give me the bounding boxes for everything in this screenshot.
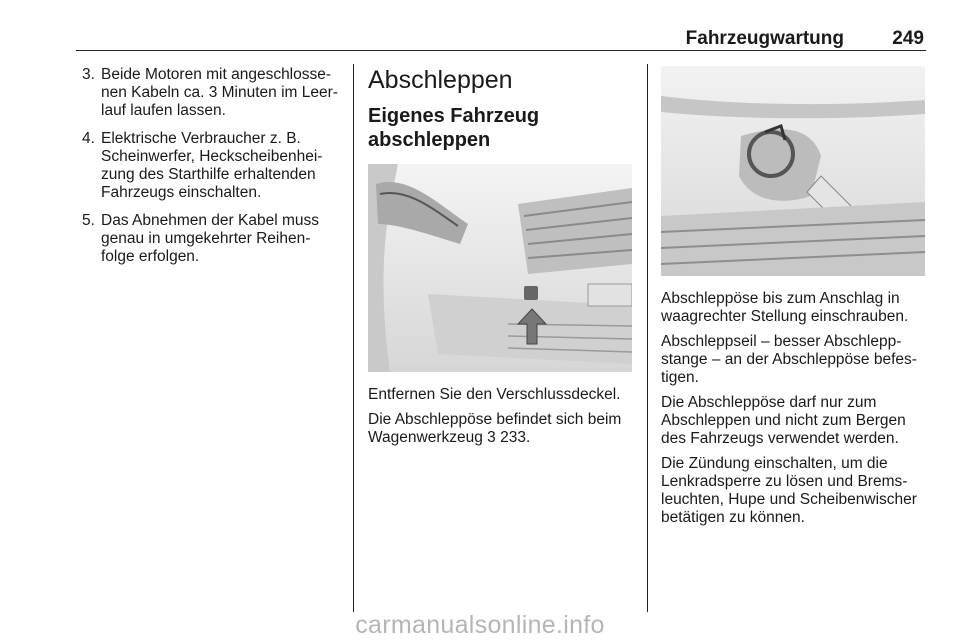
paragraph: Die Abschleppöse darf nur zum Abschleppen und nicht zum Bergen des Fahrzeugs verwendet werden. [661,394,906,447]
step-text: Elektrische Verbraucher z. B. Scheinwerfer, Heckscheibenhei-zung des Starthilfe erhaltenden Fahrzeugs einschalten. [101,130,323,201]
page-header [76,28,924,50]
list-item [78,130,342,202]
section-title: Fahrzeugwartung [685,28,844,49]
towing-eye-illustration [661,66,925,276]
paragraph: Die Abschleppöse befindet sich beim Wagenwerkzeug 3 233. [368,411,622,446]
paragraph: Entfernen Sie den Verschlussdeckel. [368,386,621,403]
left-column [78,66,342,276]
list-item [78,212,342,266]
subsection-heading: Eigenes Fahrzeug abschleppen [368,105,540,151]
step-number: 5. [82,212,95,229]
middle-column [368,66,634,454]
towing-eye-drawing [661,66,925,276]
column-divider-left [353,64,354,612]
column-divider-right [647,64,648,612]
step-text: Das Abnehmen der Kabel muss genau in umgekehrter Reihen-folge erfolgen. [101,212,319,265]
bumper-illustration [368,164,632,372]
paragraph: Abschleppöse bis zum Anschlag in waagrechter Stellung einschrauben. [661,290,909,325]
right-column [661,66,927,534]
step-number: 4. [82,130,95,147]
step-list [78,66,342,266]
paragraph: Die Zündung einschalten, um die Lenkradsperre zu lösen und Brems-leuchten, Hupe und Scheibenwischer betätigen zu können. [661,455,917,526]
header-rule [76,50,926,51]
page-number: 249 [892,28,924,49]
step-text: Beide Motoren mit angeschlosse-nen Kabeln ca. 3 Minuten im Leer-lauf laufen lassen. [101,66,338,119]
list-item [78,66,342,120]
watermark: carmanualsonline.info [355,611,605,639]
step-number: 3. [82,66,95,83]
section-heading: Abschleppen [368,66,513,94]
bumper-drawing [368,164,632,372]
paragraph: Abschleppseil – besser Abschlepp-stange – an der Abschleppöse befes-tigen. [661,333,917,386]
